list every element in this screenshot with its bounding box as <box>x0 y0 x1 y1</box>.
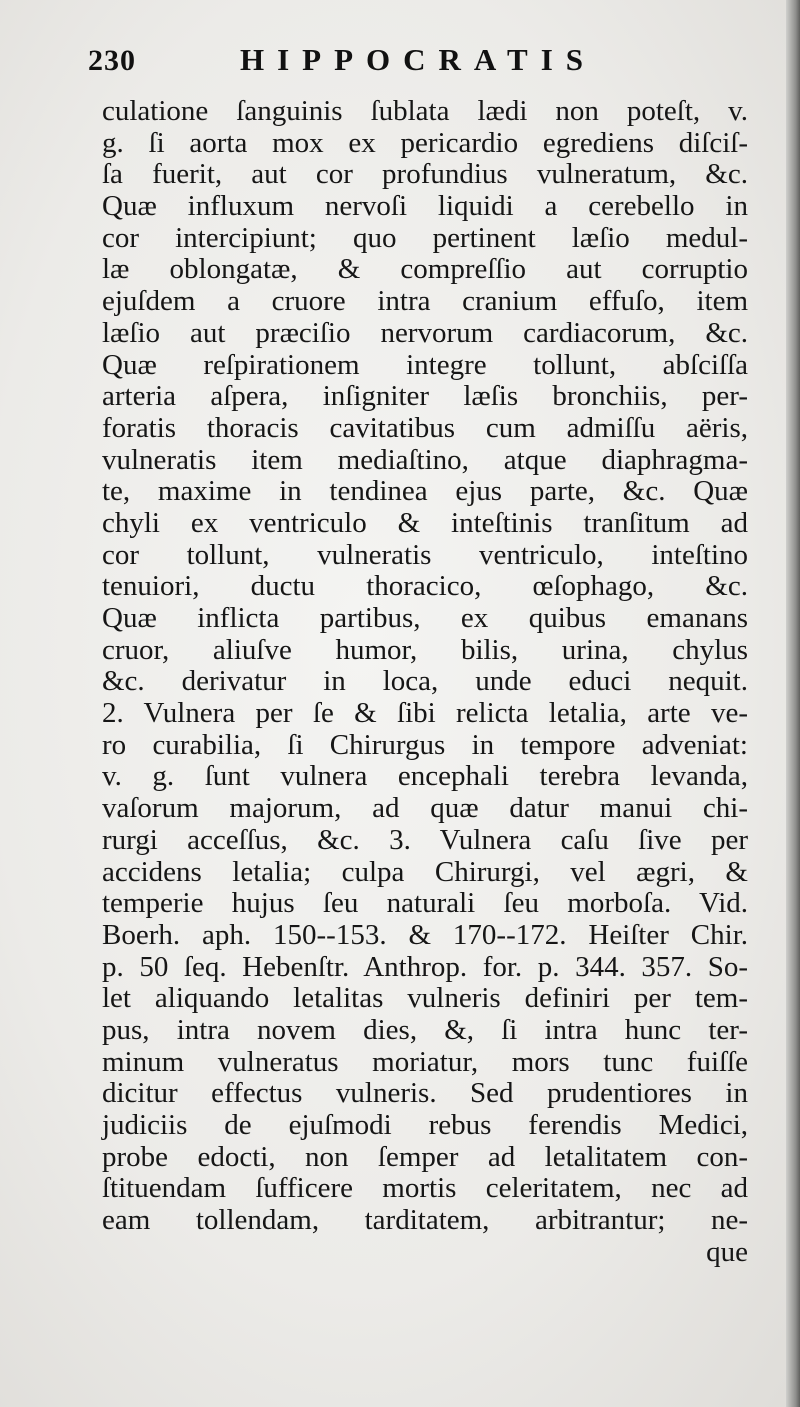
text-line: ro curabilia, ſi Chirurgus in tempore adveniat: <box>102 728 748 761</box>
text-line: vaſorum majorum, ad quæ datur manui chi- <box>102 792 748 825</box>
text-line: chyli ex ventriculo & inteſtinis tranſitum ad <box>102 506 748 539</box>
text-line: dicitur effectus vulneris. Sed prudentiores in <box>102 1077 748 1110</box>
text-line: p. 50 ſeq. Hebenſtr. Anthrop. for. p. 344. 357. So- <box>102 950 748 983</box>
body-text <box>102 96 748 1268</box>
text-line: eam tollendam, tarditatem, arbitrantur; ne- <box>102 1204 748 1237</box>
text-line: g. ſi aorta mox ex pericardio egrediens diſciſ- <box>102 126 748 159</box>
text-line: cruor, aliuſve humor, bilis, urina, chylus <box>102 633 748 666</box>
text-line: tenuiori, ductu thoracico, œſophago, &c. <box>102 570 748 603</box>
text-line: 2. Vulnera per ſe & ſibi relicta letalia, arte ve- <box>102 697 748 730</box>
text-line: &c. derivatur in loca, unde educi nequit. <box>102 665 748 698</box>
text-line: let aliquando letalitas vulneris definiri per tem- <box>102 982 748 1015</box>
text-line: accidens letalia; culpa Chirurgi, vel ægri, & <box>102 855 748 888</box>
page-header <box>88 42 748 82</box>
text-line: Quæ inflicta partibus, ex quibus emanans <box>102 602 748 634</box>
text-line: rurgi acceſſus, &c. 3. Vulnera caſu ſive per <box>102 823 748 856</box>
text-line: v. g. ſunt vulnera encephali terebra levanda, <box>102 760 748 793</box>
catchword: que <box>706 1235 748 1268</box>
text-line: ſa fuerit, aut cor profundius vulneratum, &c. <box>102 158 748 191</box>
text-line: temperie hujus ſeu naturali ſeu morboſa. Vid. <box>102 887 748 920</box>
text-line: ejuſdem a cruore intra cranium effuſo, item <box>102 285 748 318</box>
text-line: foratis thoracis cavitatibus cum admiſſu aëris, <box>102 411 748 444</box>
page-edge-shadow <box>786 0 800 1407</box>
text-line: læſio aut præciſio nervorum cardiacorum, &c. <box>102 316 748 349</box>
text-line: te, maxime in tendinea ejus parte, &c. Quæ <box>102 475 748 508</box>
running-head: HIPPOCRATIS <box>240 42 597 77</box>
text-line: Quæ influxum nervoſi liquidi a cerebello in <box>102 190 748 223</box>
text-line: probe edocti, non ſemper ad letalitatem con- <box>102 1140 748 1173</box>
text-line: pus, intra novem dies, &, ſi intra hunc ter- <box>102 1013 748 1046</box>
text-line: culatione ſanguinis ſublata lædi non poteſt, v. <box>102 95 748 127</box>
text-line: Boerh. aph. 150--153. & 170--172. Heiſter Chir. <box>102 918 748 951</box>
text-line: minum vulneratus moriatur, mors tunc fuiſſe <box>102 1045 748 1078</box>
text-line: cor intercipiunt; quo pertinent læſio medul- <box>102 221 748 254</box>
text-line: judiciis de ejuſmodi rebus ferendis Medici, <box>102 1109 748 1141</box>
text-line: Quæ reſpirationem integre tollunt, abſciſſa <box>102 348 748 381</box>
text-line: vulneratis item mediaſtino, atque diaphragma- <box>102 443 748 476</box>
text-line: arteria aſpera, inſigniter læſis bronchiis, per- <box>102 380 748 413</box>
page-number: 230 <box>88 44 136 77</box>
text-line: ſtituendam ſufficere mortis celeritatem, nec ad <box>102 1172 748 1205</box>
text-line: læ oblongatæ, & compreſſio aut corruptio <box>102 253 748 286</box>
text-line: cor tollunt, vulneratis ventriculo, inteſtino <box>102 538 748 571</box>
